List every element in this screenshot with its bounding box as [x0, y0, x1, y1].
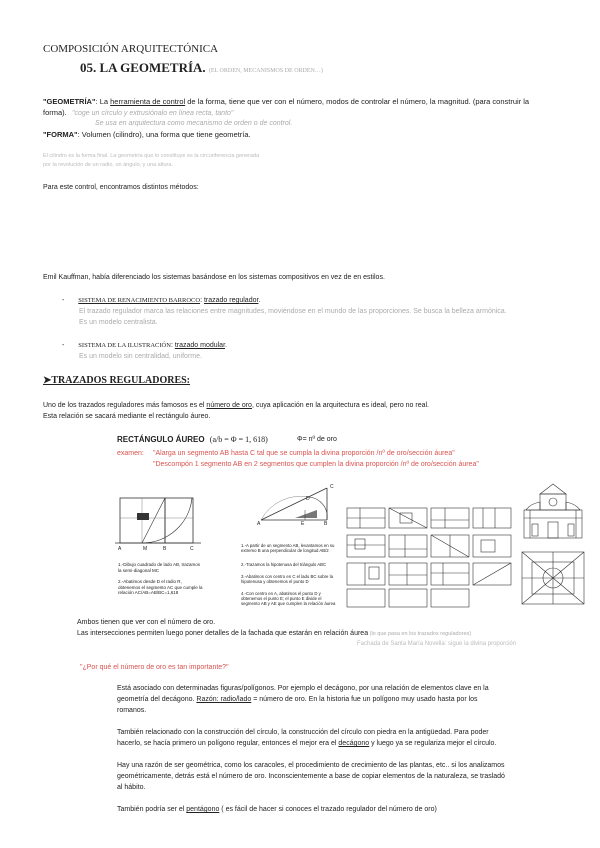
p4-link: pentágono: [186, 806, 220, 813]
examen-label: examen:: [117, 450, 144, 457]
trazados-p2: Esta relación se sacará mediante el rectángulo áureo.: [43, 413, 211, 420]
p4-line: [117, 805, 437, 814]
fig2-note-4: 4.-Con centro en A, abatimos el punto D y obtenemos el punto E; el punto E divide el segmento AB y AE que cumplen la relación áurea: [241, 591, 336, 607]
fig1-note-1: 1.-Dibujo cuadrado de lado AB, trazamos la semi-diagonal MC: [118, 562, 201, 573]
p2-link: decágono: [338, 740, 370, 747]
rect-aureo-label: RECTÁNGULO ÁUREO: [117, 435, 205, 444]
fig2-label-d: D: [306, 496, 310, 502]
fig1-label-m: M: [143, 546, 148, 552]
sistema-2: [62, 341, 227, 350]
forma-term: "FORMA": [43, 130, 78, 139]
trazados-heading: ➤TRAZADOS REGULADORES:: [43, 375, 191, 386]
fig2-note-3: 3.-Abatimos con centro en C el lado BC sobre la hipotenusa y obtenemos el punto D: [241, 574, 333, 585]
ambos-line1: Ambos tienen que ver con el número de oro.: [77, 619, 216, 626]
geometria-definition: [43, 97, 529, 106]
golden-rectangle-construction-figure: [115, 493, 201, 551]
forma-definition: [43, 130, 251, 139]
fig2-label-b: B: [324, 521, 328, 527]
santa-maria-novella-facade: [518, 482, 588, 610]
fig1-label-b: B: [163, 546, 167, 552]
p4-pre: También podría ser el: [117, 806, 187, 813]
geometria-pre: : La: [95, 97, 111, 106]
page-title: [80, 60, 323, 76]
p4-post: ( es fácil de hacer si conoces el trazado regulador del número de oro): [219, 806, 437, 813]
p1-post: = número de oro. En la historia fue un polígono muy usado hasta por los: [251, 696, 478, 703]
rect-aureo-formula: (a/b = Φ = 1, 618): [209, 435, 268, 444]
sistema-2-bullet: -: [62, 342, 65, 349]
chapter-number: 05.: [80, 60, 97, 75]
p1-line-b: [117, 695, 478, 704]
sistema-2-method: trazado modular: [174, 342, 226, 349]
geometria-term: "GEOMETRÍA": [43, 97, 96, 106]
p2-pre: hacerlo, se hacía primero un polígono regular, entonces el mejor era el: [117, 740, 339, 747]
sistema-2-sep: :: [170, 342, 175, 349]
p2-line-b: [117, 739, 496, 748]
trazados-p1-link: número de oro: [206, 402, 252, 409]
p2-post: y luego ya se regulariza mejor el círculo.: [369, 740, 497, 747]
sistema-2-end: .: [225, 342, 227, 349]
sistema-1-desc2: Es un modelo centralista.: [79, 319, 158, 326]
fig2-label-a: A: [257, 521, 261, 527]
sistema-2-name: SISTEMA DE LA ILUSTRACIÓN: [78, 342, 171, 349]
fig2-label-e: E: [301, 521, 305, 527]
p3-line-c: al hábito.: [117, 784, 146, 791]
examen-q1: "Alarga un segmento AB hasta C tal que se cumpla la divina proporción /nº de oro/sección áurea": [153, 450, 455, 457]
sistema-2-desc1: Es un modelo sin centralidad, uniforme.: [79, 353, 202, 360]
p2-line-a: También relacionado con la construcción del círculo, la construcción del círculo con piedra en la antigüedad. Para poder: [117, 729, 489, 736]
p1-line-a: Está asociado con determinadas figuras/polígonos. Por ejemplo el decágono, por una relación de elementos clave en la: [117, 685, 489, 692]
fig2-note-2: 2.-Trazamos la hipotenusa del triángulo ABC: [241, 562, 327, 567]
fig1-label-c: C: [190, 546, 194, 552]
chapter-title: LA GEOMETRÍA.: [99, 60, 206, 75]
question-heading: "¿Por qué el número de oro es tan importante?": [80, 664, 229, 671]
sistema-1-end: .: [258, 297, 261, 304]
fig1-label-a: A: [118, 546, 122, 552]
fig2-label-c: C: [330, 484, 334, 490]
geometria-quote1: "coge un círculo y extrusiónalo en línea recta, tanto": [72, 110, 234, 117]
rect-aureo-line: [117, 435, 268, 444]
trazados-p1: [43, 401, 429, 410]
cilindro-note-1: El cilindro es la forma final. La geometría que lo constituye es la circunferencia generada: [43, 153, 260, 159]
chapter-subtitle: (EL ORDEN, MECANISMOS DE ORDEN…): [208, 68, 323, 74]
sistema-1: [62, 296, 260, 305]
facade-caption: Fachada de Santa María Novella: sigue la divina proporción: [357, 641, 517, 647]
trazados-p1-post: , cuya aplicación en la arquitectura es ideal, pero no real.: [251, 402, 430, 409]
p3-line-b: geométricamente, detrás está el número de oro. Inconscientemente a base de copiar elementos de la naturaleza, se trasladó: [117, 773, 505, 780]
geometria-line2: forma).: [43, 108, 67, 117]
fig1-note-2: 2.-Abatimos desde D el radio R, obtenemos el segmento AC que cumple la relación AC/AB=AB/BC=1,618: [118, 579, 203, 595]
subject-heading: COMPOSICIÓN ARQUITECTÓNICA: [43, 43, 219, 55]
ambos-line2-note: (lo que pasa en los trazados reguladores): [368, 631, 472, 637]
fig2-note-1: 1.-A partir de un segmento AB, levantamos en su extremo B una perpendicular de longitud AB/2: [241, 543, 335, 554]
p3-line-a: Hay una razón de ser geométrica, como los caracoles, el procedimiento de crecimiento de las plantas, etc.. si los analizamos: [117, 762, 505, 769]
p1-pre: geometría del decágono.: [117, 696, 197, 703]
trazados-p1-pre: Uno de los trazados reguladores más famosos es el: [43, 402, 207, 409]
kauffman-text: Emil Kauffman, había diferenciado los sistemas basándose en los sistemas compositivos en vez de en estilos.: [43, 274, 385, 281]
ambos-line2: [77, 629, 471, 639]
sistema-1-desc1: El trazado regulador marca las relaciones entre magnitudes, moviéndose en el mundo de las proporciones. Se busca la belleza armónica.: [79, 308, 507, 315]
regulating-tracings-grid: [345, 505, 515, 610]
examen-q2: "Descompón 1 segmento AB en 2 segmentos que cumplen la divina proporción /nº de oro/sección áurea": [153, 461, 479, 468]
phi-definition: Φ= nº de oro: [297, 436, 337, 443]
metodos-intro: Para este control, encontramos distintos métodos:: [43, 184, 199, 191]
geometria-quote2: Se usa en arquitectura como mecanismo de orden o de control.: [95, 120, 293, 127]
ambos-line2-main: Las intersecciones permiten luego poner detalles de la fachada que estarán en relación áurea: [77, 630, 369, 637]
sistema-1-sep: :: [200, 297, 204, 304]
forma-rest: : Volumen (cilindro), una forma que tiene geometría.: [77, 130, 251, 139]
cilindro-note-2: por la revolución de un radio, un ángulo, y una altura.: [43, 162, 173, 168]
sistema-1-method: trazado regulador: [203, 297, 259, 304]
sistema-1-bullet: -: [62, 297, 65, 304]
geometria-link: herramienta de control: [110, 97, 186, 106]
p1-line-c: romanos.: [117, 707, 147, 714]
geometria-rest: de la forma, tiene que ver con el número, modos de controlar el número, la magnitud. (para construir la: [185, 97, 530, 106]
p1-link: Razón: radio/lado: [196, 696, 252, 703]
sistema-1-name: SISTEMA DE RENACIMIENTO BARROCO: [78, 297, 201, 304]
